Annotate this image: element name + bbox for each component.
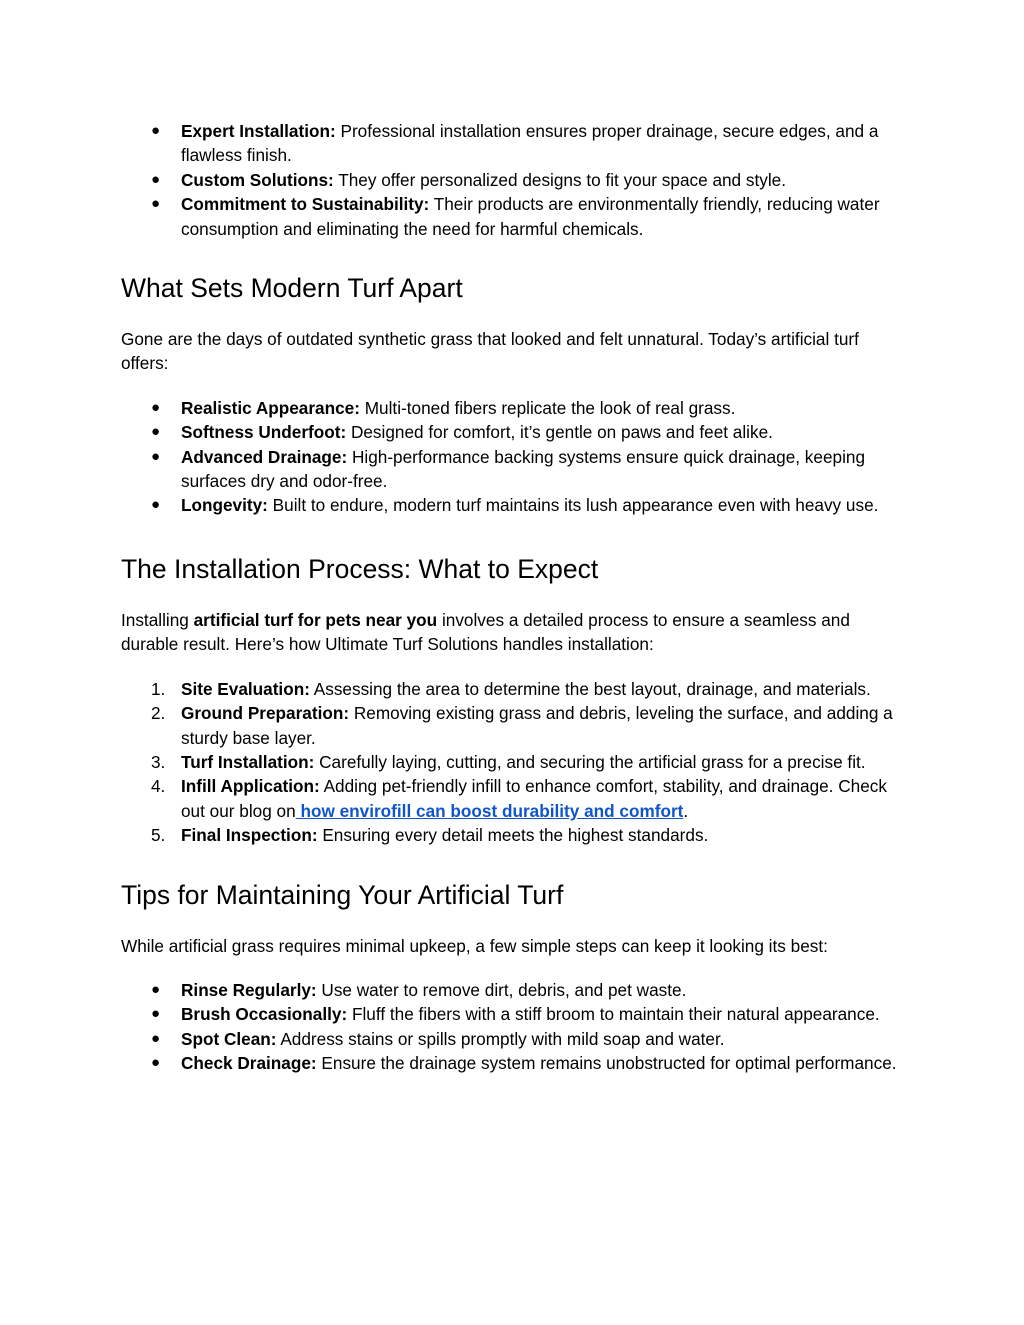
item-title: Site Evaluation: xyxy=(181,678,310,699)
item-text: Address stains or spills promptly with mild soap and water. xyxy=(276,1028,725,1049)
list-item xyxy=(121,823,911,847)
list-item xyxy=(121,168,911,192)
item-text: Their products are environmentally friendly, reducing water consumption and eliminating the need for harmful chemicals. xyxy=(181,194,880,239)
bullet-icon: ● xyxy=(151,423,161,441)
item-title: Turf Installation: xyxy=(181,751,315,772)
item-text: Professional installation ensures proper drainage, secure edges, and a flawless finish. xyxy=(181,121,879,166)
step-number: 1. xyxy=(151,678,166,699)
document-content xyxy=(121,119,911,1076)
maintenance-tips-list xyxy=(121,978,911,1076)
item-text: Carefully laying, cutting, and securing the artificial grass for a precise fit. xyxy=(314,751,866,772)
step-number: 2. xyxy=(151,703,166,724)
list-item xyxy=(121,445,911,494)
bullet-icon: ● xyxy=(151,1005,161,1023)
envirofill-blog-link[interactable]: how envirofill can boost durability and comfort xyxy=(295,800,684,821)
item-title: Infill Application: xyxy=(181,776,320,797)
item-text: Adding pet-friendly infill to enhance comfort, stability, and drainage. Check out our blog on xyxy=(181,776,887,821)
section-heading-maintenance: Tips for Maintaining Your Artificial Turf xyxy=(121,879,564,910)
list-item xyxy=(121,396,911,420)
installation-steps xyxy=(121,677,911,848)
item-title: Custom Solutions: xyxy=(181,169,334,190)
item-text: Built to endure, modern turf maintains its lush appearance even with heavy use. xyxy=(267,495,879,516)
list-item xyxy=(121,1027,911,1051)
item-text: Fluff the fibers with a stiff broom to maintain their natural appearance. xyxy=(347,1004,880,1025)
item-title: Commitment to Sustainability: xyxy=(181,194,430,215)
list-item xyxy=(121,493,911,517)
item-text: Designed for comfort, it’s gentle on paws and feet alike. xyxy=(346,422,773,443)
bullet-icon: ● xyxy=(151,496,161,514)
section-heading-modern-turf: What Sets Modern Turf Apart xyxy=(121,273,463,304)
item-text: . xyxy=(683,800,689,821)
item-title: Realistic Appearance: xyxy=(181,397,360,418)
item-text: Removing existing grass and debris, leveling the surface, and adding a sturdy base layer. xyxy=(181,703,893,748)
intro-text: involves a detailed process to ensure a seamless and durable result. Here’s how Ultimate Turf Solutions handles installation: xyxy=(121,609,850,655)
section-heading-installation: The Installation Process: What to Expect xyxy=(121,553,599,584)
item-title: Rinse Regularly: xyxy=(181,979,317,1000)
bullet-icon: ● xyxy=(151,122,161,139)
benefits-list xyxy=(121,119,911,241)
list-item xyxy=(121,119,911,168)
item-title: Check Drainage: xyxy=(181,1053,317,1074)
item-text: They offer personalized designs to fit your space and style. xyxy=(333,169,787,190)
bullet-icon: ● xyxy=(151,170,161,188)
section-intro: Gone are the days of outdated synthetic grass that looked and felt unnatural. Today’s artificial turf offers: xyxy=(121,329,859,374)
step-number: 4. xyxy=(151,776,166,797)
section-intro: While artificial grass requires minimal upkeep, a few simple steps can keep it looking its best: xyxy=(121,935,828,956)
item-title: Brush Occasionally: xyxy=(181,1004,348,1025)
item-text: Ensuring every detail meets the highest standards. xyxy=(317,825,709,846)
list-item xyxy=(121,192,911,241)
item-title: Longevity: xyxy=(181,495,268,516)
bullet-icon: ● xyxy=(151,447,161,465)
bullet-icon: ● xyxy=(151,1054,161,1072)
item-title: Final Inspection: xyxy=(181,825,318,846)
item-text: Ensure the drainage system remains unobstructed for optimal performance. xyxy=(316,1053,897,1074)
item-text: Use water to remove dirt, debris, and pet waste. xyxy=(316,979,687,1000)
list-item xyxy=(121,774,911,823)
bullet-icon: ● xyxy=(151,1029,161,1047)
list-item xyxy=(121,1051,911,1075)
item-text: Multi-toned fibers replicate the look of real grass. xyxy=(359,397,736,418)
bullet-icon: ● xyxy=(151,398,161,416)
item-title: Ground Preparation: xyxy=(181,703,350,724)
item-title: Spot Clean: xyxy=(181,1028,277,1049)
step-number: 5. xyxy=(151,825,166,846)
step-number: 3. xyxy=(151,751,166,772)
intro-bold: artificial turf for pets near you xyxy=(193,609,438,630)
list-item xyxy=(121,677,911,701)
list-item xyxy=(121,701,911,750)
item-text: High-performance backing systems ensure quick drainage, keeping surfaces dry and odor-free. xyxy=(181,446,866,492)
list-item xyxy=(121,420,911,444)
intro-text: Installing xyxy=(121,609,194,630)
features-list xyxy=(121,396,911,518)
bullet-icon: ● xyxy=(151,195,161,213)
list-item xyxy=(121,1002,911,1026)
section-intro xyxy=(121,608,911,657)
list-item xyxy=(121,978,911,1002)
item-title: Expert Installation: xyxy=(181,121,336,141)
item-title: Softness Underfoot: xyxy=(181,422,347,443)
bullet-icon: ● xyxy=(151,980,161,998)
item-text: Assessing the area to determine the best layout, drainage, and materials. xyxy=(309,678,871,699)
list-item xyxy=(121,750,911,774)
item-title: Advanced Drainage: xyxy=(181,446,348,467)
